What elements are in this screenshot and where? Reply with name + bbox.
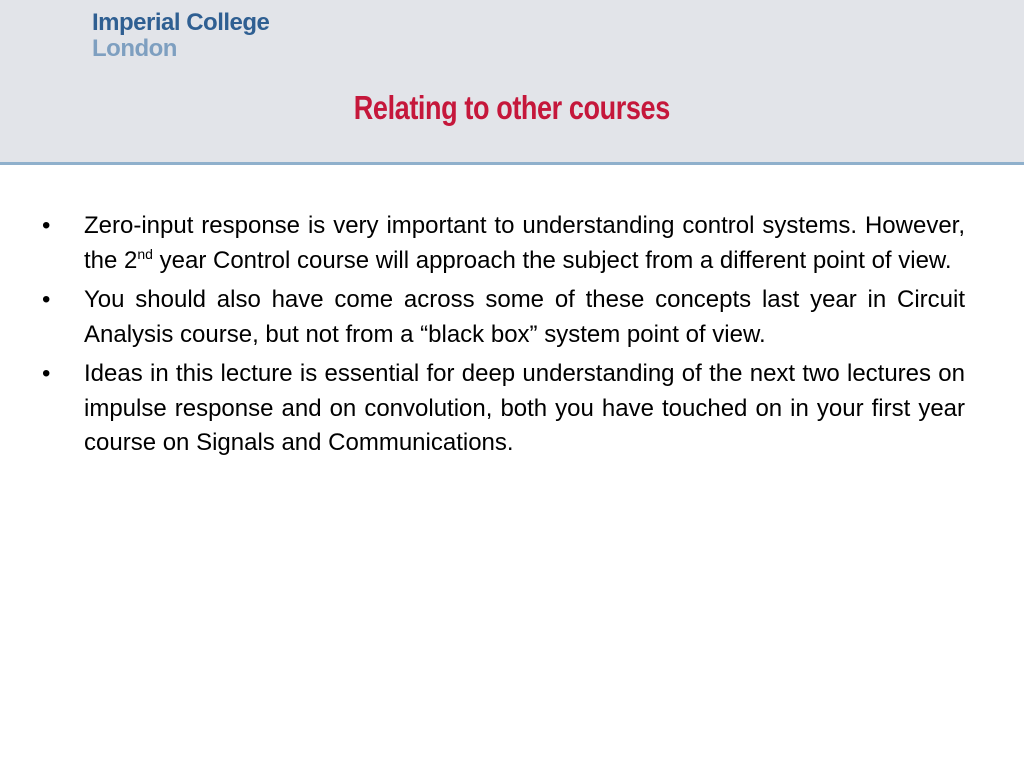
bullet-marker: • [42, 360, 51, 387]
bullet-item [42, 357, 965, 461]
bullet-list [42, 209, 965, 466]
ordinal-suffix: nd [137, 245, 153, 262]
bullet-item [42, 209, 965, 278]
bullet-marker: • [42, 212, 51, 239]
bullet-text: You should also have come across some of these concepts last year in Circuit Analysis course, but not from a “black box” system point of view. [84, 286, 965, 348]
bullet-marker: • [42, 286, 51, 313]
bullet-text-part: Zero-input response is very important to understanding control systems. However, the 2 [84, 212, 965, 274]
header-divider [0, 162, 1024, 165]
bullet-item [42, 283, 965, 352]
slide-header [0, 0, 1024, 162]
imperial-college-logo [92, 10, 269, 62]
logo-line-1: Imperial College [92, 9, 270, 36]
slide-title: Relating to other courses [353, 89, 670, 126]
logo-line-2: London [92, 35, 177, 62]
bullet-text-part: year Control course will approach the subject from a different point of view. [152, 246, 952, 274]
bullet-text: Ideas in this lecture is essential for deep understanding of the next two lectures on impulse response and on convolution, both you have touched on in your first year course on Signals and Communications. [84, 360, 965, 456]
